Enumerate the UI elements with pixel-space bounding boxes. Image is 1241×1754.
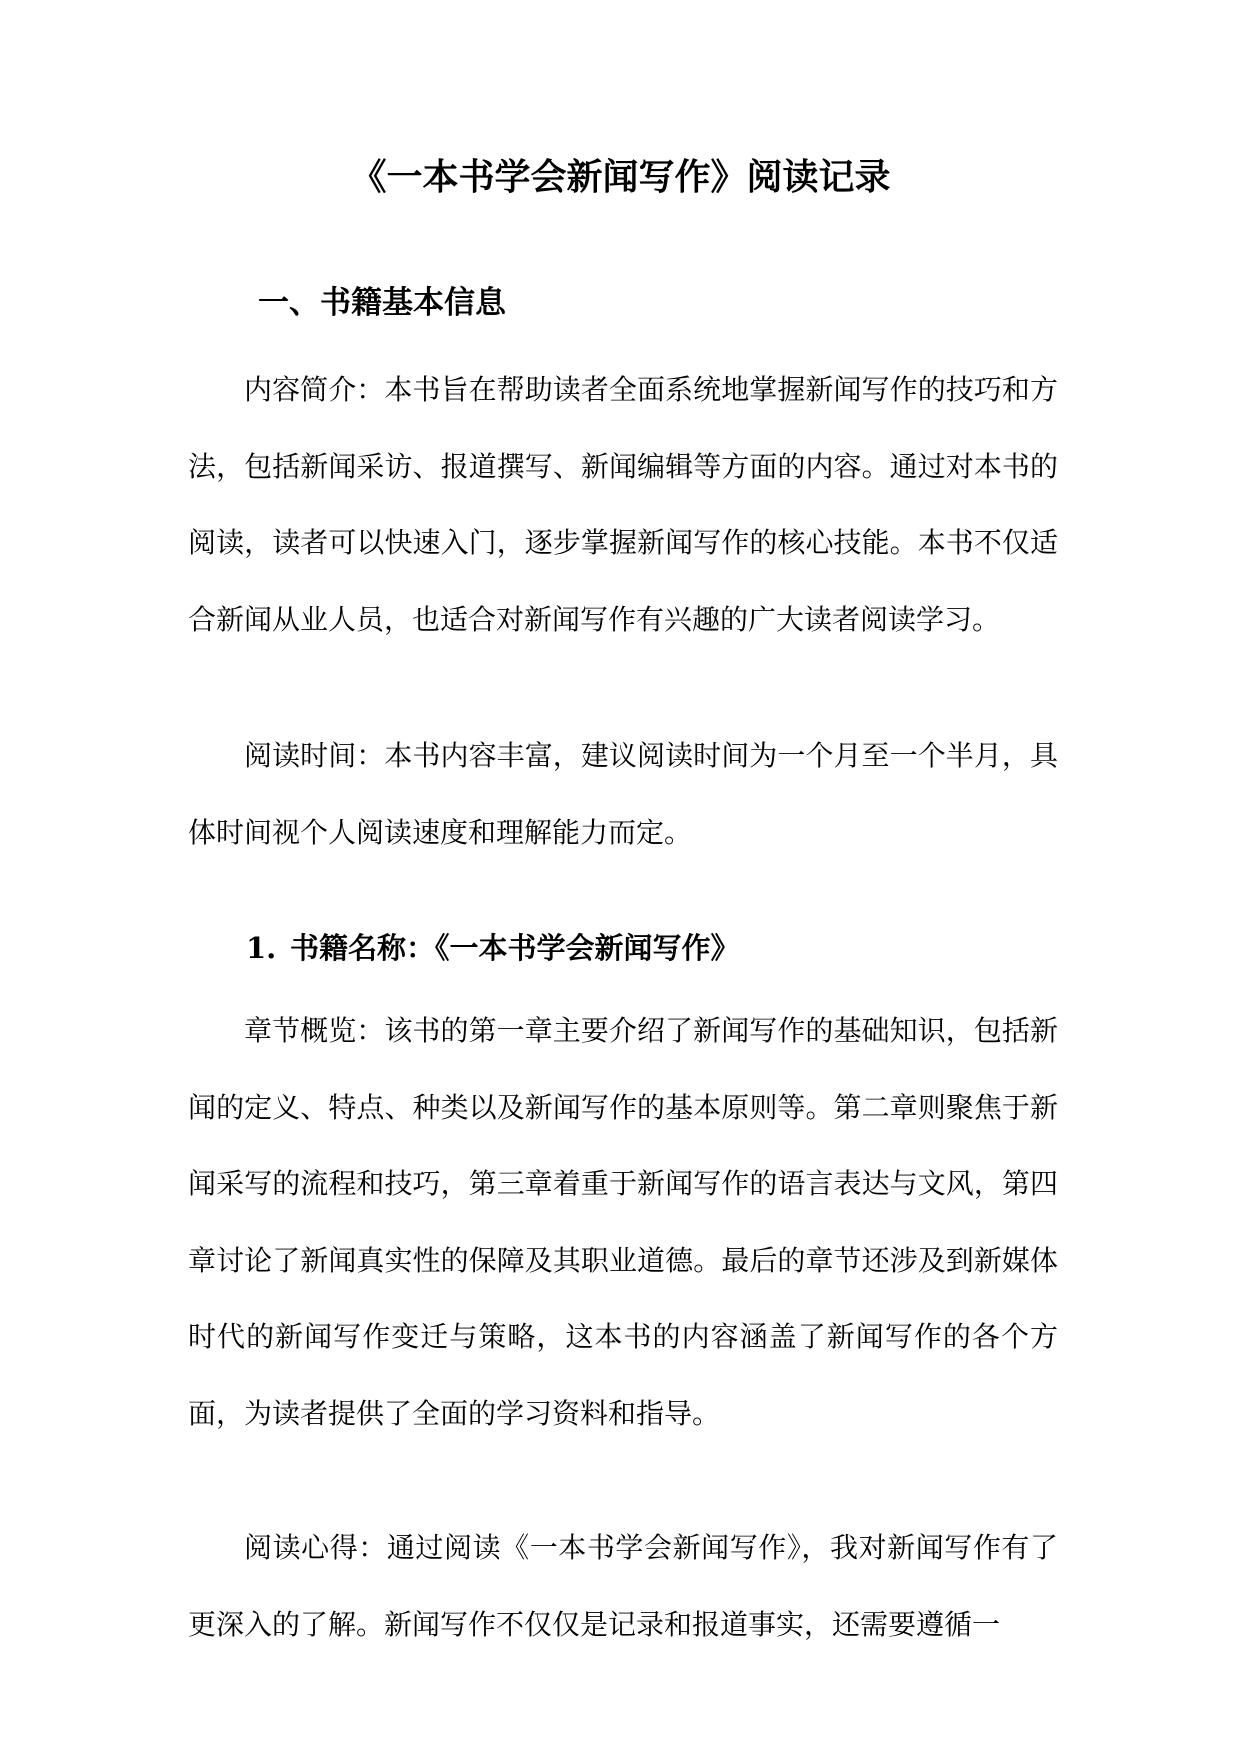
chapter-overview-paragraph: 章节概览：该书的第一章主要介绍了新闻写作的基础知识，包括新闻的定义、特点、种类以及新闻写作的基本原则等。第二章则聚焦于新闻采写的流程和技巧，第三章着重于新闻写作的语言表达与文风，第四章讨论了新闻真实性的保障及其职业道德。最后的章节还涉及到新媒体时代的新闻写作变迁与策略，这本书的内容涵盖了新闻写作的各个方面，为读者提供了全面的学习资料和指导。 xyxy=(188,1014,1058,1430)
document-title: 《一本书学会新闻写作》阅读记录 xyxy=(350,156,891,198)
subsection-heading-text: 书籍名称：《一本书学会新闻写作》 xyxy=(290,931,740,965)
subsection-number: 1. xyxy=(246,931,277,965)
reading-time-paragraph: 阅读时间：本书内容丰富，建议阅读时间为一个月至一个半月，具体时间视个人阅读速度和理解能力而定。 xyxy=(188,739,1058,849)
content-summary-paragraph: 内容简介：本书旨在帮助读者全面系统地掌握新闻写作的技巧和方法，包括新闻采访、报道撰写、新闻编辑等方面的内容。通过对本书的阅读，读者可以快速入门，逐步掌握新闻写作的核心技能。本书不仅适合新闻从业人员，也适合对新闻写作有兴趣的广大读者阅读学习。 xyxy=(188,373,1058,636)
reading-reflection-paragraph: 阅读心得：通过阅读《一本书学会新闻写作》，我对新闻写作有了更深入的了解。新闻写作不仅仅是记录和报道事实，还需要遵循一 xyxy=(188,1531,1058,1641)
subsection-heading-book-name xyxy=(246,926,740,970)
section-heading-basic-info: 一、书籍基本信息 xyxy=(258,285,506,321)
